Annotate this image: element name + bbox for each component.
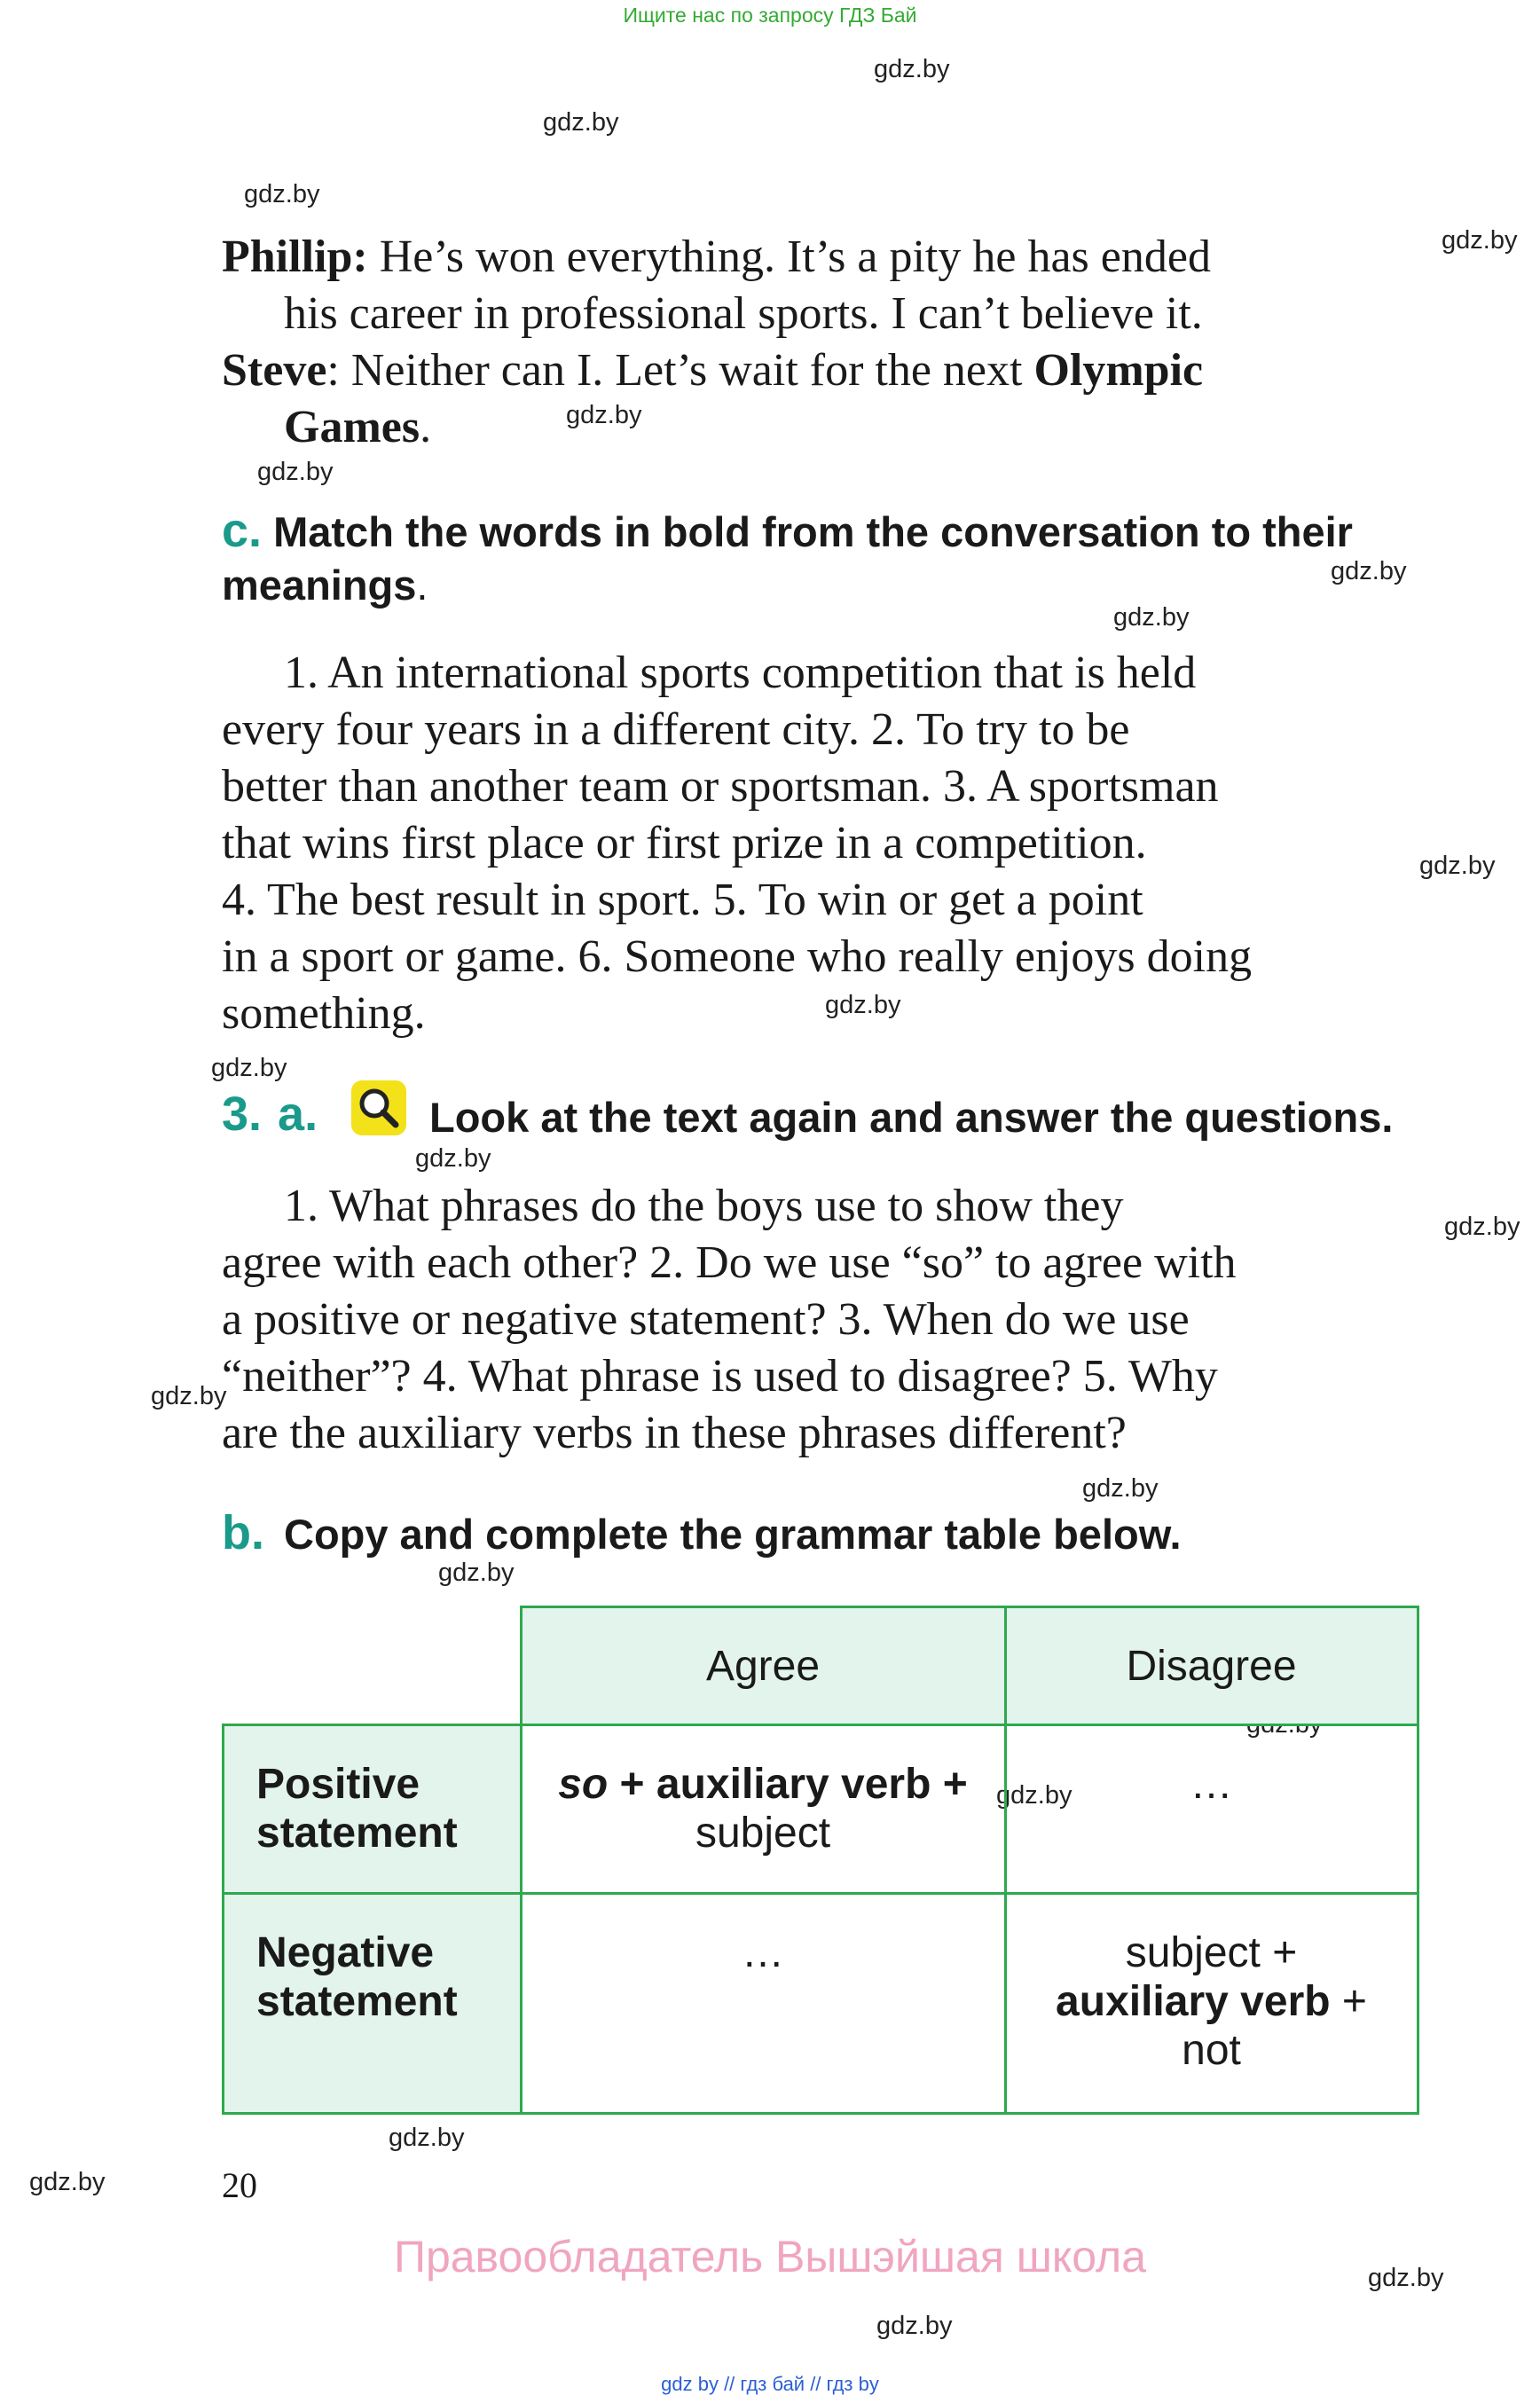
steve-colon: : xyxy=(326,345,340,396)
watermark: gdz.by xyxy=(29,2168,106,2196)
phillip-line xyxy=(222,229,1410,286)
copyright: Правообладатель Вышэйшая школа xyxy=(394,2232,1146,2281)
watermark: gdz.by xyxy=(1444,1213,1520,1241)
watermark: gdz.by xyxy=(415,1144,491,1173)
task-3a-letter: a. xyxy=(278,1088,318,1141)
meaning-line: that wins first place or first prize in a competition. xyxy=(222,818,1147,868)
steve-end: . xyxy=(420,402,432,452)
disagree-not: not xyxy=(1182,2027,1241,2074)
watermark: gdz.by xyxy=(876,2312,953,2340)
task-c-line2: meanings xyxy=(222,561,417,609)
agree-formula: + auxiliary verb + xyxy=(608,1761,968,1808)
meaning-line: something. xyxy=(222,988,426,1039)
watermark: gdz.by xyxy=(1113,603,1190,632)
watermark: gdz.by xyxy=(825,991,901,1019)
row-label-negative-2: statement xyxy=(256,1978,458,2025)
bold-olympic: Olympic xyxy=(1033,345,1204,396)
cell-positive-agree xyxy=(521,1725,1005,1894)
speaker-steve: Steve xyxy=(222,345,327,396)
watermark: gdz.by xyxy=(1419,852,1496,880)
question-line: are the auxiliary verbs in these phrases different? xyxy=(222,1408,1127,1458)
question-line: a positive or negative statement? 3. When do we use xyxy=(222,1294,1190,1345)
task-b-letter: b. xyxy=(222,1506,264,1559)
question-line: “neither”? 4. What phrase is used to disagree? 5. Why xyxy=(222,1351,1218,1402)
watermark: gdz.by xyxy=(1082,1474,1159,1503)
cell-negative-agree: … xyxy=(521,1894,1005,2114)
watermark: gdz.by xyxy=(1368,2264,1444,2292)
meaning-line: better than another team or sportsman. 3. A sportsman xyxy=(222,761,1219,812)
grammar-table xyxy=(222,1606,1419,2115)
task-3a-header xyxy=(222,1087,318,1142)
disagree-plus: + xyxy=(1330,1978,1367,2025)
watermark: gdz.by xyxy=(438,1559,515,1587)
row-label-positive-1: Positive xyxy=(256,1761,420,1808)
search-icon xyxy=(351,1080,406,1135)
disagree-subject: subject + xyxy=(1125,1929,1298,1976)
meaning-line: 4. The best result in sport. 5. To win or get a point xyxy=(222,875,1143,925)
task-c-line2-end: . xyxy=(416,561,428,609)
task-b-instruction: Copy and complete the grammar table below. xyxy=(284,1511,1182,1558)
watermark: gdz.by xyxy=(566,401,642,429)
cell-negative-disagree xyxy=(1005,1894,1418,2114)
task-c-meanings xyxy=(222,645,1410,1042)
watermark: gdz.by xyxy=(1442,226,1518,255)
meaning-line: 1. An international sports competition that is held xyxy=(284,648,1197,698)
phillip-line-2: his career in professional sports. I can’t believe it. xyxy=(284,288,1203,339)
steve-line xyxy=(222,342,1410,399)
watermark: gdz.by xyxy=(996,1781,1072,1810)
header-disagree: Disagree xyxy=(1005,1607,1418,1725)
question-line: 1. What phrases do the boys use to show they xyxy=(284,1181,1124,1231)
table-corner xyxy=(224,1607,522,1725)
watermark: gdz.by xyxy=(211,1054,287,1082)
task-c-instruction xyxy=(222,504,1410,612)
meaning-line: in a sport or game. 6. Someone who really enjoys doing xyxy=(222,931,1253,982)
top-banner: Ищите нас по запросу ГДЗ Бай xyxy=(623,4,917,27)
task-c-line1: Match the words in bold from the conversation to their xyxy=(273,508,1353,555)
watermark: gdz.by xyxy=(543,108,619,137)
header-agree: Agree xyxy=(521,1607,1005,1725)
task-b-header xyxy=(222,1505,1182,1560)
phillip-text: He’s won everything. It’s a pity he has ended xyxy=(379,232,1211,282)
word-so: so xyxy=(558,1761,609,1808)
row-label-positive xyxy=(224,1725,522,1894)
watermark: gdz.by xyxy=(257,458,334,486)
task-3a-questions xyxy=(222,1178,1410,1462)
task-c-letter: c. xyxy=(222,504,263,557)
page-number: 20 xyxy=(222,2165,257,2205)
steve-line-2 xyxy=(222,399,1410,456)
row-label-negative-1: Negative xyxy=(256,1929,435,1976)
footer-links[interactable]: gdz by // гдз бай // гдз by xyxy=(661,2373,879,2395)
watermark: gdz.by xyxy=(244,180,320,208)
watermark: gdz.by xyxy=(1331,557,1407,585)
cell-positive-disagree: … xyxy=(1005,1725,1418,1894)
agree-subject: subject xyxy=(695,1810,831,1857)
task-3-number: 3. xyxy=(222,1088,263,1141)
task-3a-instruction: Look at the text again and answer the questions. xyxy=(429,1094,1394,1141)
row-label-positive-2: statement xyxy=(256,1810,458,1857)
meaning-line: every four years in a different city. 2. To try to be xyxy=(222,704,1130,755)
watermark: gdz.by xyxy=(874,55,950,83)
row-label-negative xyxy=(224,1894,522,2114)
watermark: gdz.by xyxy=(389,2124,465,2152)
dialog xyxy=(222,229,1410,456)
steve-text: Neither can I. Let’s wait for the next xyxy=(350,345,1023,396)
disagree-aux-verb: auxiliary verb xyxy=(1056,1978,1331,2025)
question-line: agree with each other? 2. Do we use “so” to agree with xyxy=(222,1237,1237,1288)
speaker-phillip: Phillip: xyxy=(222,232,368,282)
bold-games: Games xyxy=(284,402,420,452)
watermark: gdz.by xyxy=(151,1382,227,1410)
